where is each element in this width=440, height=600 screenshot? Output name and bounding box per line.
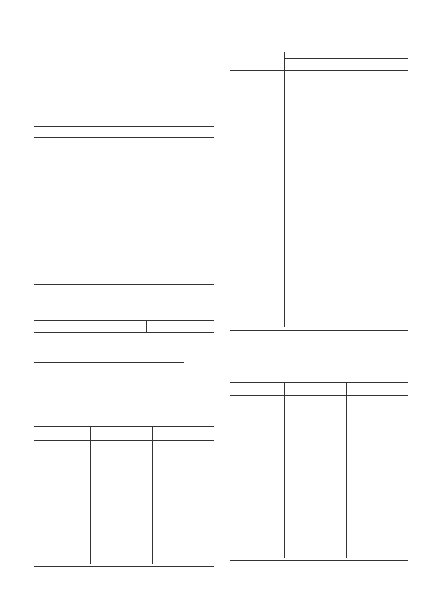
table-e-divider [346, 382, 347, 558]
table-c-header-rule [34, 440, 214, 441]
table-c-divider [90, 426, 91, 564]
table-e-header-rule [230, 395, 408, 396]
table-d-divider [284, 52, 285, 327]
table-e-bottom-rule [230, 560, 408, 561]
table-d-group-rule [284, 58, 408, 59]
table-c-top-rule [34, 426, 214, 427]
table-a-header-rule [34, 137, 214, 138]
table-a-bottom-rule [34, 284, 214, 285]
table-b-header-rule [34, 332, 214, 333]
table-b-divider [146, 320, 147, 332]
table-d-bottom-rule [230, 330, 408, 331]
table-e-top-rule [230, 382, 408, 383]
table-c-bottom-rule [34, 566, 214, 567]
table-d-header-rule [230, 70, 408, 71]
table-b-top-rule [34, 320, 214, 321]
table-c-divider [152, 426, 153, 564]
table-b-bottom-rule [34, 362, 184, 363]
table-e-divider [284, 382, 285, 558]
table-a-top-rule [34, 126, 214, 127]
